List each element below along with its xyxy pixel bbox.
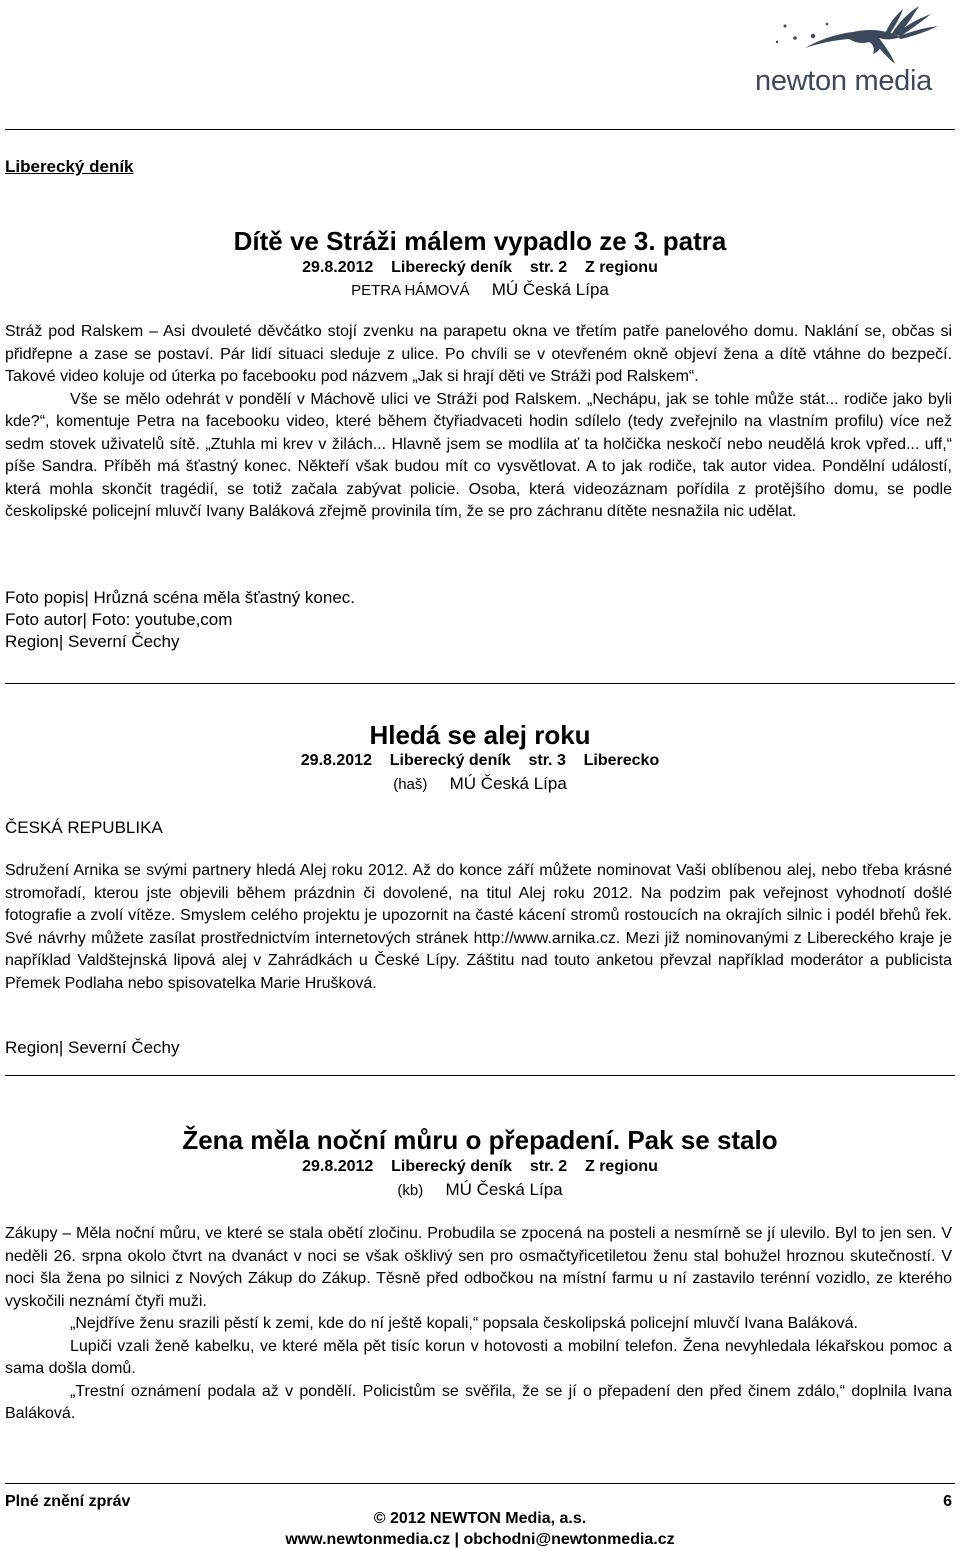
article-1-unit: MÚ Česká Lípa	[491, 280, 609, 299]
article-1-section: Z regionu	[584, 259, 658, 276]
article-3-paragraph: „Nejdříve ženu srazili pěstí k zemi, kde do ní ještě kopali,“ popsala českolipská policejní mluvčí Ivana Baláková.	[70, 1315, 858, 1332]
page-number: 6	[943, 1493, 952, 1510]
article-2-date: 29.8.2012	[300, 752, 372, 769]
article-1-author: PETRA HÁMOVÁ	[351, 282, 470, 299]
article-3-title: Žena měla noční můru o přepadení. Pak se stalo	[182, 1125, 778, 1155]
article-2-author: (haš)	[393, 776, 428, 793]
article-2-byline	[0, 774, 960, 795]
article-3-unit: MÚ Česká Lípa	[445, 1180, 563, 1199]
article-3-paragraph: „Trestní oznámení podala až v pondělí. Policistům se svěřila, že se jí o přepadení den před činem zdálo,“ doplnila Ivana Baláková.	[5, 1382, 952, 1422]
article-3-paragraph: Zákupy – Měla noční můru, ve které se stala obětí zločinu. Probudila se zpocená na posteli a nesmírně se jí ulevilo. Byl to jen sen. V neděli 26. srpna okolo čtvrt na dvanáct v noci se však ošklivý sen pro osmačtyřicetiletou ženu stal bohužel hroznou skutečností. V noci šla žena po silnici z Nových Zákup do Zákup. Těsně před odbočkou na místní farmu u ní zastavilo terénní vozidlo, ze kterého vyskočili neznámí čtyři muži.	[5, 1225, 952, 1310]
article-3-page: str. 2	[529, 1158, 568, 1175]
footer-copyright: © 2012 NEWTON Media, a.s.	[373, 1510, 587, 1527]
article-2-unit: MÚ Česká Lípa	[449, 774, 567, 793]
hummingbird-logo-icon	[775, 4, 950, 66]
article-3-byline	[0, 1180, 960, 1201]
source-link-liberecky-denik[interactable]: Liberecký deník	[5, 157, 134, 176]
article-2-body	[5, 860, 952, 995]
footer-label: Plné znění zpráv	[5, 1493, 131, 1510]
article-2-country: ČESKÁ REPUBLIKA	[5, 818, 163, 837]
article-2-source: Liberecký deník	[389, 752, 511, 769]
article-1-meta	[0, 258, 960, 278]
footer-email-link[interactable]: obchodni@newtonmedia.cz	[463, 1531, 675, 1548]
article-3-body	[5, 1223, 952, 1426]
article-1-title: Dítě ve Stráži málem vypadlo ze 3. patra	[233, 226, 727, 256]
header-divider	[5, 129, 955, 130]
footer-website-link[interactable]: www.newtonmedia.cz	[285, 1531, 451, 1548]
article-3-section: Z regionu	[584, 1158, 658, 1175]
footer-divider	[5, 1483, 955, 1484]
article-3-source: Liberecký deník	[391, 1158, 513, 1175]
footer-contacts	[0, 1529, 960, 1550]
logo-wordmark: newton media	[755, 65, 932, 97]
footer-separator: |	[454, 1531, 460, 1548]
article-2-title: Hledá se alej roku	[369, 720, 591, 750]
article-3-meta	[0, 1157, 960, 1177]
article-1-photo-caption: Foto popis| Hrůzná scéna měla šťastný konec.	[5, 588, 356, 607]
article-2-page: str. 3	[528, 752, 566, 769]
article-divider	[5, 683, 955, 684]
newton-media-logo	[755, 4, 955, 99]
article-3-author: (kb)	[397, 1182, 424, 1199]
article-2-meta	[0, 751, 960, 771]
article-3-paragraph: Lupiči vzali ženě kabelku, ve které měla pět tisíc korun v hotovosti a mobilní telefon. Žena nevyhledala lékařskou pomoc a sama došla domů.	[5, 1337, 952, 1377]
article-1-paragraph: Vše se mělo odehrát v pondělí v Máchově ulici ve Stráži pod Ralskem. „Nechápu, jak se tohle může stát... rodiče jako byli kde?“, komentuje Petra na facebooku video, které během čtyřiadvaceti hodin sdílelo (tedy zveřejnilo na vlastním profilu) více než sedm stovek uživatelů sítě. „Ztuhla mi krev v žilách... Hlavně jsem se modlila ať ta holčička neskočí nebo neudělá krok vpřed... uff,“ píše Sandra. Příběh má šťastný konec. Někteří však budou mít co vysvětlovat. A to jak rodiče, tak autor videa. Pondělní událostí, která mohla skončit tragédií, se totiž začala zabývat policie. Osoba, která videozáznam pořídila z protějšího domu, se podle českolipské policejní mluvčí Ivany Baláková zřejmě provinila tím, že se pro záchranu dítěte nesnažila nic udělat.	[5, 390, 952, 520]
article-1-photo-author: Foto autor| Foto: youtube,com	[5, 610, 233, 629]
article-1-byline	[0, 280, 960, 301]
article-divider	[5, 1075, 955, 1076]
article-2-section: Liberecko	[583, 752, 660, 769]
article-2-region: Region| Severní Čechy	[5, 1038, 180, 1057]
article-1-paragraph: Stráž pod Ralskem – Asi dvouleté děvčátko stojí zvenku na parapetu okna ve třetím patře panelového domu. Naklání se, občas si přidřepne a zase se postaví. Pár lidí situaci sleduje z ulice. Po chvíli se v otevřeném okně objeví žena a dítě vtáhne do bezpečí. Takové video koluje od úterka po facebooku pod názvem „Jak si hrají děti ve Stráži pod Ralskem“.	[5, 323, 952, 385]
article-2-paragraph: Sdružení Arnika se svými partnery hledá Alej roku 2012. Až do konce září můžete nominovat Vaši oblíbenou alej, nebo třeba krásné stromořadí, kterou jste objevili během prázdnin či dovolené, na titul Alej roku 2012. Na podzim pak veřejnost vyhodnotí došlé fotografie a zvolí vítěze. Smyslem celého projektu je upozornit na časté kácení stromů rostoucích na okrajích silnic i podél břehů řek. Své návrhy můžete zasílat prostřednictvím internetových stránek http://www.arnika.cz. Mezi již nominovanými z Libereckého kraje je například Valdštejnská lipová alej v Zahrádkách u České Lípy. Záštitu nad touto anketou převzal například moderátor a publicista Přemek Podlaha nebo spisovatelka Marie Hrušková.	[5, 862, 952, 992]
article-1-date: 29.8.2012	[302, 259, 374, 276]
article-1-page: str. 2	[529, 259, 568, 276]
article-1-body	[5, 321, 952, 524]
article-1-region: Region| Severní Čechy	[5, 632, 180, 651]
article-1-source: Liberecký deník	[391, 259, 513, 276]
article-3-date: 29.8.2012	[302, 1158, 374, 1175]
